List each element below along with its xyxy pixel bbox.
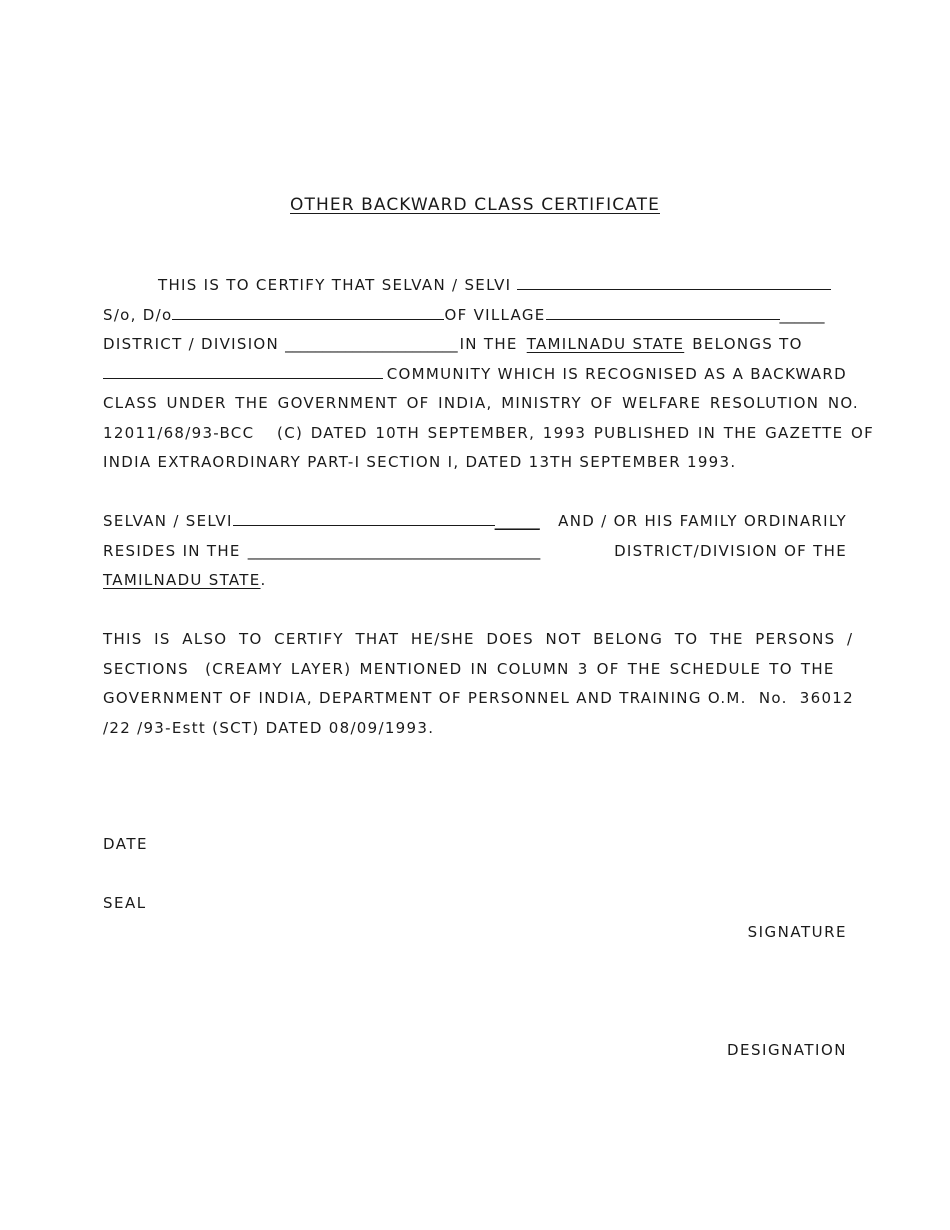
in-the-text: IN THE [459, 335, 518, 353]
seal-label: SEAL [103, 894, 147, 912]
sentence-end: . [260, 571, 267, 589]
gazette-text: 12011/68/93-BCC (C) DATED 10TH SEPTEMBER, 1993 PUBLISHED IN THE GAZETTE OF [103, 423, 875, 442]
district-label: DISTRICT / DIVISION [103, 335, 280, 353]
certificate-title: OTHER BACKWARD CLASS CERTIFICATE [290, 195, 660, 215]
village-blank [546, 302, 780, 320]
seal-field [103, 894, 847, 912]
creamy-layer-text-2: SECTIONS (CREAMY LAYER) MENTIONED IN COLUMN 3 OF THE SCHEDULE TO THE [103, 659, 835, 678]
para1-line-6 [103, 419, 875, 449]
district-blank: _______________________ [285, 335, 458, 353]
certify-intro-text: THIS IS TO CERTIFY THAT SELVAN / SELVI [158, 276, 512, 294]
page-title [0, 195, 950, 215]
para3-line-4 [103, 714, 847, 744]
para1-line-1 [103, 271, 847, 301]
creamy-layer-text-1: THIS IS ALSO TO CERTIFY THAT HE/SHE DOES NOT BELONG TO THE PERSONS / [103, 630, 854, 648]
son-daughter-of-label: S/o, D/o [103, 305, 173, 324]
village-dash: ______ [779, 305, 825, 324]
para1-line-3 [103, 330, 847, 360]
gazette-date-text: INDIA EXTRAORDINARY PART-I SECTION I, DATED 13TH SEPTEMBER 1993. [103, 453, 737, 471]
para1-line-4 [103, 360, 847, 390]
para1-line-5 [103, 389, 859, 419]
date-label: DATE [103, 835, 149, 853]
village-label: OF VILLAGE [444, 305, 546, 324]
district-division-text: DISTRICT/DIVISION OF THE [614, 541, 847, 560]
signature-label: SIGNATURE [747, 923, 847, 941]
para3-line-2 [103, 655, 847, 685]
para2-line-1 [103, 507, 847, 537]
resident-name-blank [233, 508, 495, 526]
community-blank [103, 361, 383, 379]
resides-in-label: RESIDES IN THE [103, 541, 241, 560]
resident-name-dash: ______ [494, 512, 540, 530]
state-name: TAMILNADU STATE [526, 335, 685, 353]
designation-field [103, 1041, 847, 1059]
creamy-layer-text-3: GOVERNMENT OF INDIA, DEPARTMENT OF PERSONNEL AND TRAINING O.M. No. 36012 [103, 689, 854, 707]
para3-line-3 [103, 684, 854, 714]
certificate-paragraph-1 [103, 271, 875, 478]
name-blank [517, 272, 831, 290]
community-text: COMMUNITY WHICH IS RECOGNISED AS A BACKWARD [386, 364, 847, 383]
signature-field [103, 923, 847, 941]
district-residence-blank: _______________________________________ [247, 541, 541, 560]
para2-line-3 [103, 566, 847, 596]
belongs-to-text: BELONGS TO [692, 335, 803, 353]
certificate-paragraph-3 [103, 625, 854, 743]
parent-name-blank [172, 302, 444, 320]
certificate-paragraph-2 [103, 507, 847, 596]
para2-line-2 [103, 537, 847, 567]
selvan-selvi-label: SELVAN / SELVI [103, 512, 233, 530]
state-name-2: TAMILNADU STATE [103, 571, 261, 589]
family-resides-text: AND / OR HIS FAMILY ORDINARILY [558, 512, 847, 530]
para3-line-1 [103, 625, 854, 655]
designation-label: DESIGNATION [726, 1041, 847, 1059]
resolution-text: CLASS UNDER THE GOVERNMENT OF INDIA, MINISTRY OF WELFARE RESOLUTION NO. [103, 394, 859, 412]
para1-line-2 [103, 301, 847, 331]
para1-line-7 [103, 448, 847, 478]
creamy-layer-text-4: /22 /93-Estt (SCT) DATED 08/09/1993. [103, 718, 435, 737]
date-field [103, 835, 847, 853]
